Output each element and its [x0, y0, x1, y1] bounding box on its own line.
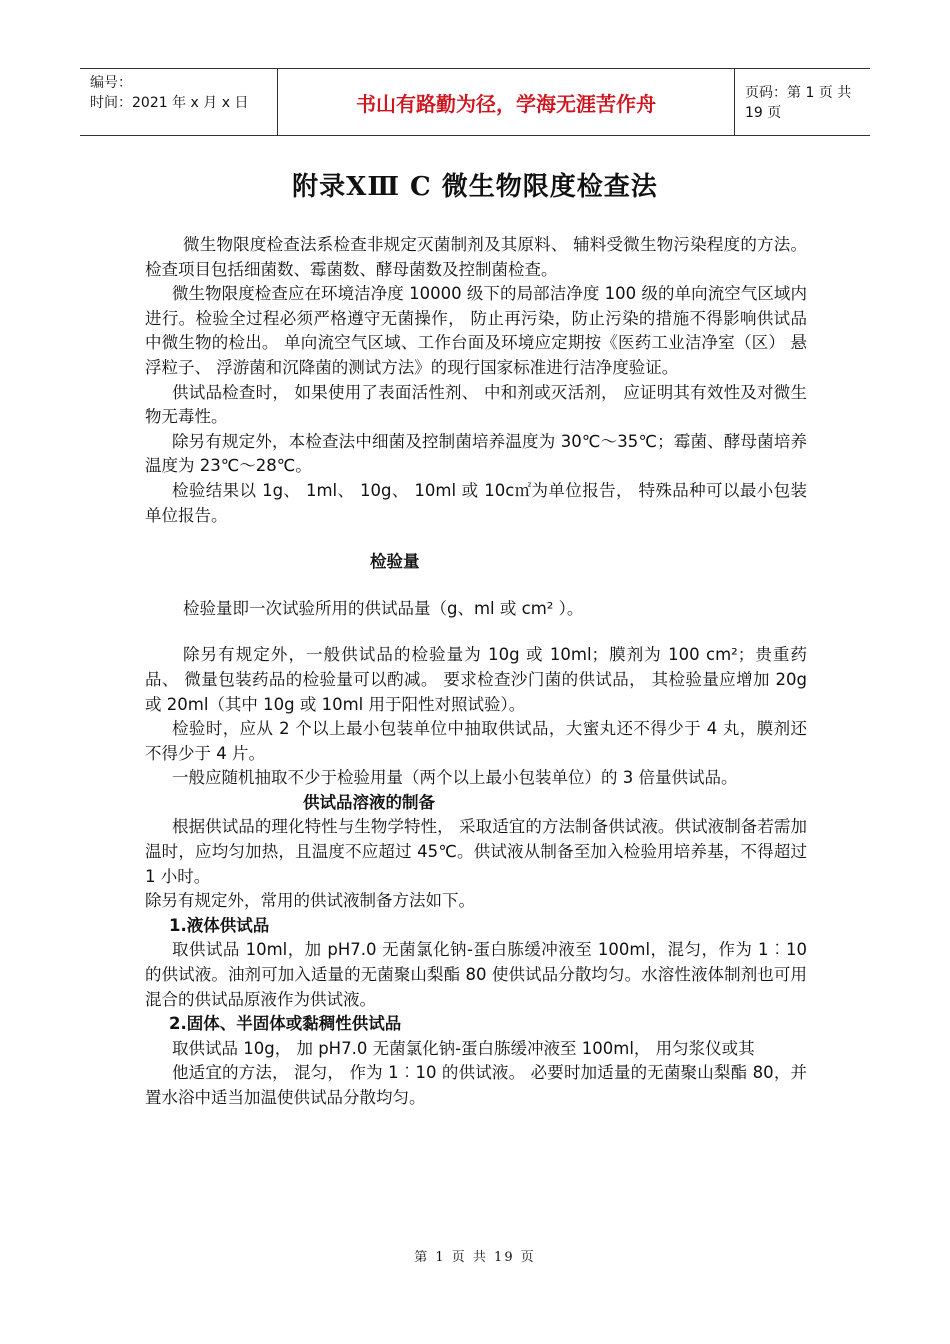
- paragraph-random-sampling: 一般应随机抽取不少于检验用量（两个以上最小包装单位）的 3 倍量供试品。: [172, 768, 738, 788]
- page-info: 页码：第 1 页 共 19 页: [745, 85, 852, 121]
- paragraph-common-methods: 除另有规定外，常用的供试液制备方法如下。: [145, 891, 475, 911]
- paragraph-liquid-method: 取供试品 10ml，加 pH7.0 无菌氯化钠-蛋白胨缓冲液至 100ml，混匀，作为 1︰10 的供试液。油剂可加入适量的无菌聚山梨酯 80 使供试品分散均匀。水溶性液体制剂也可用混合的供试品原液作为供试液。: [145, 940, 807, 1009]
- paragraph-solid-method-b: 他适宜的方法， 混匀， 作为 1︰10 的供试液。 必要时加适量的无菌聚山梨酯 80，并置水浴中适当加温使供试品分散均匀。: [145, 1063, 807, 1107]
- heading-solution-preparation: 供试品溶液的制备: [303, 792, 435, 812]
- paragraph-environment: 微生物限度检查应在环境洁净度 10000 级下的局部洁净度 100 级的单向流空气区域内进行。检验全过程必须严格遵守无菌操作， 防止再污染，防止污染的措施不得影响供试品中微生物的检出。 单向流空气区域、工作台面及环境应定期按《医药工业洁净室（区） 悬浮粒子、 浮游菌和沉降菌的测试方法》的现行国家标准进行洁净度验证。: [145, 284, 807, 377]
- page-footer: 第 1 页 共 19 页: [414, 1250, 536, 1265]
- document-title: 附录ⅩⅢ C 微生物限度检查法: [292, 172, 658, 202]
- document-body: [145, 233, 807, 1111]
- paragraph-sample-definition: 检验量即一次试验所用的供试品量（g、ml 或 cm² ）。: [183, 598, 584, 618]
- header-left-cell: [80, 69, 277, 135]
- code-label: 编号：: [90, 75, 132, 91]
- paragraph-report-unit: 检验结果以 1g、 1ml、 10g、 10ml 或 10c㎡为单位报告， 特殊品种可以最小包装单位报告。: [145, 480, 807, 525]
- heading-sample-amount: 检验量: [370, 552, 420, 572]
- heading-liquid-sample: 1.液体供试品: [169, 915, 270, 935]
- paragraph-intro: 微生物限度检查法系检查非规定灭菌制剂及其原料、 辅料受微生物污染程度的方法。检查项目包括细菌数、霉菌数、酵母菌数及控制菌检查。: [145, 235, 807, 279]
- header-table: [80, 68, 870, 136]
- header-page-cell: [735, 69, 870, 135]
- paragraph-sampling: 检验时，应从 2 个以上最小包装单位中抽取供试品，大蜜丸还不得少于 4 丸，膜剂还不得少于 4 片。: [145, 719, 807, 763]
- paragraph-temperature: 除另有规定外，本检查法中细菌及控制菌培养温度为 30℃～35℃；霉菌、酵母菌培养温度为 23℃～28℃。: [145, 431, 807, 476]
- heading-solid-sample: 2.固体、半固体或黏稠性供试品: [169, 1014, 402, 1034]
- paragraph-surfactant: 供试品检查时， 如果使用了表面活性剂、 中和剂或灭活剂， 应证明其有效性及对微生物无毒性。: [145, 382, 807, 427]
- paragraph-solid-method-a: 取供试品 10g， 加 pH7.0 无菌氯化钠-蛋白胨缓冲液至 100ml， 用匀浆仪或其: [172, 1038, 755, 1058]
- motto-text: 书山有路勤为径，学海无涯苦作舟: [356, 91, 656, 116]
- header-motto-cell: [277, 69, 735, 135]
- paragraph-preparation-rules: 根据供试品的理化特性与生物学特性， 采取适宜的方法制备供试液。供试液制备若需加温时，应均匀加热，且温度不应超过 45℃。供试液从制备至加入检验用培养基，不得超过 1 小时。: [145, 817, 807, 886]
- time-label: 时间：2021 年 x 月 x 日: [90, 95, 249, 111]
- paragraph-sample-quantity: 除另有规定外，一般供试品的检验量为 10g 或 10ml；膜剂为 100 cm²；贵重药品、 微量包装药品的检验量可以酌减。 要求检查沙门菌的供试品， 其检验量应增加 20g 或 20ml（其中 10g 或 10ml 用于阳性对照试验）。: [145, 645, 807, 714]
